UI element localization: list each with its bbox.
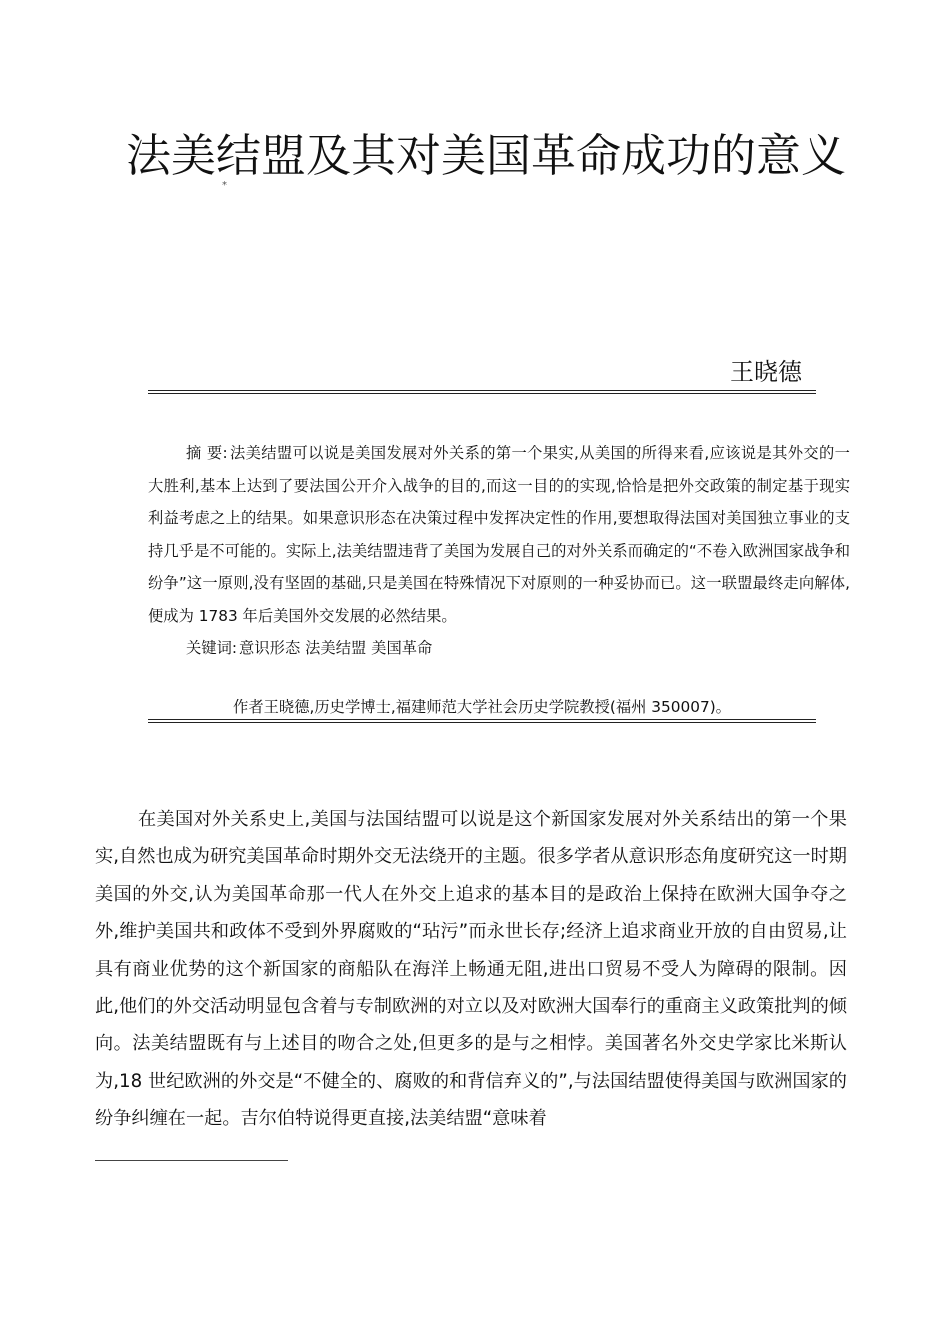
- body-text: [95, 801, 847, 1138]
- header-divider: [148, 390, 816, 394]
- author-name: 王晓德: [730, 358, 802, 386]
- abstract-block: [148, 437, 850, 665]
- article-title: 法美结盟及其对美国革命成功的意义: [125, 129, 846, 182]
- abstract-text: 法美结盟可以说是美国发展对外关系的第一个果实,从美国的所得来看,应该说是其外交的一大胜利,基本上达到了要法国公开介入战争的目的,而这一目的的实现,恰恰是把外交政策的制定基于现实利益考虑之上的结果。如果意识形态在决策过程中发挥决定性的作用,要想取得法国对美国独立事业的支持几乎是不可能的。实际上,法美结盟违背了美国为发展自己的对外关系而确定的“不卷入欧洲国家战争和纷争”这一原则,没有坚固的基础,只是美国在特殊情况下对原则的一种妥协而已。这一联盟最终走向解体,便成为 1783 年后美国外交发展的必然结果。: [148, 444, 850, 625]
- title-footnote-mark: *: [222, 180, 227, 191]
- abstract-paragraph: [148, 437, 850, 632]
- keywords-text: 意识形态 法美结盟 美国革命: [239, 639, 433, 657]
- author-note: 作者王晓德,历史学博士,福建师范大学社会历史学院教授(福州 350007)。: [233, 698, 731, 716]
- body-paragraph: 在美国对外关系史上,美国与法国结盟可以说是这个新国家发展对外关系结出的第一个果实,自然也成为研究美国革命时期外交无法绕开的主题。很多学者从意识形态角度研究这一时期美国的外交,认为美国革命那一代人在外交上追求的基本目的是政治上保持在欧洲大国争夺之外,维护美国共和政体不受到外界腐败的“玷污”而永世长存;经济上追求商业开放的自由贸易,让具有商业优势的这个新国家的商船队在海洋上畅通无阻,进出口贸易不受人为障碍的限制。因此,他们的外交活动明显包含着与专制欧洲的对立以及对欧洲大国奉行的重商主义政策批判的倾向。法美结盟既有与上述目的吻合之处,但更多的是与之相悖。美国著名外交史学家比米斯认为,18 世纪欧洲的外交是“不健全的、腐败的和背信弃义的”,与法国结盟使得美国与欧洲国家的纷争纠缠在一起。吉尔伯特说得更直接,法美结盟“意味着: [95, 809, 847, 1130]
- abstract-label: 摘 要:: [186, 444, 228, 462]
- footnote-divider: [95, 1160, 288, 1161]
- abstract-divider: [148, 719, 816, 723]
- keywords-label: 关键词:: [186, 639, 238, 657]
- keywords-paragraph: [148, 632, 850, 665]
